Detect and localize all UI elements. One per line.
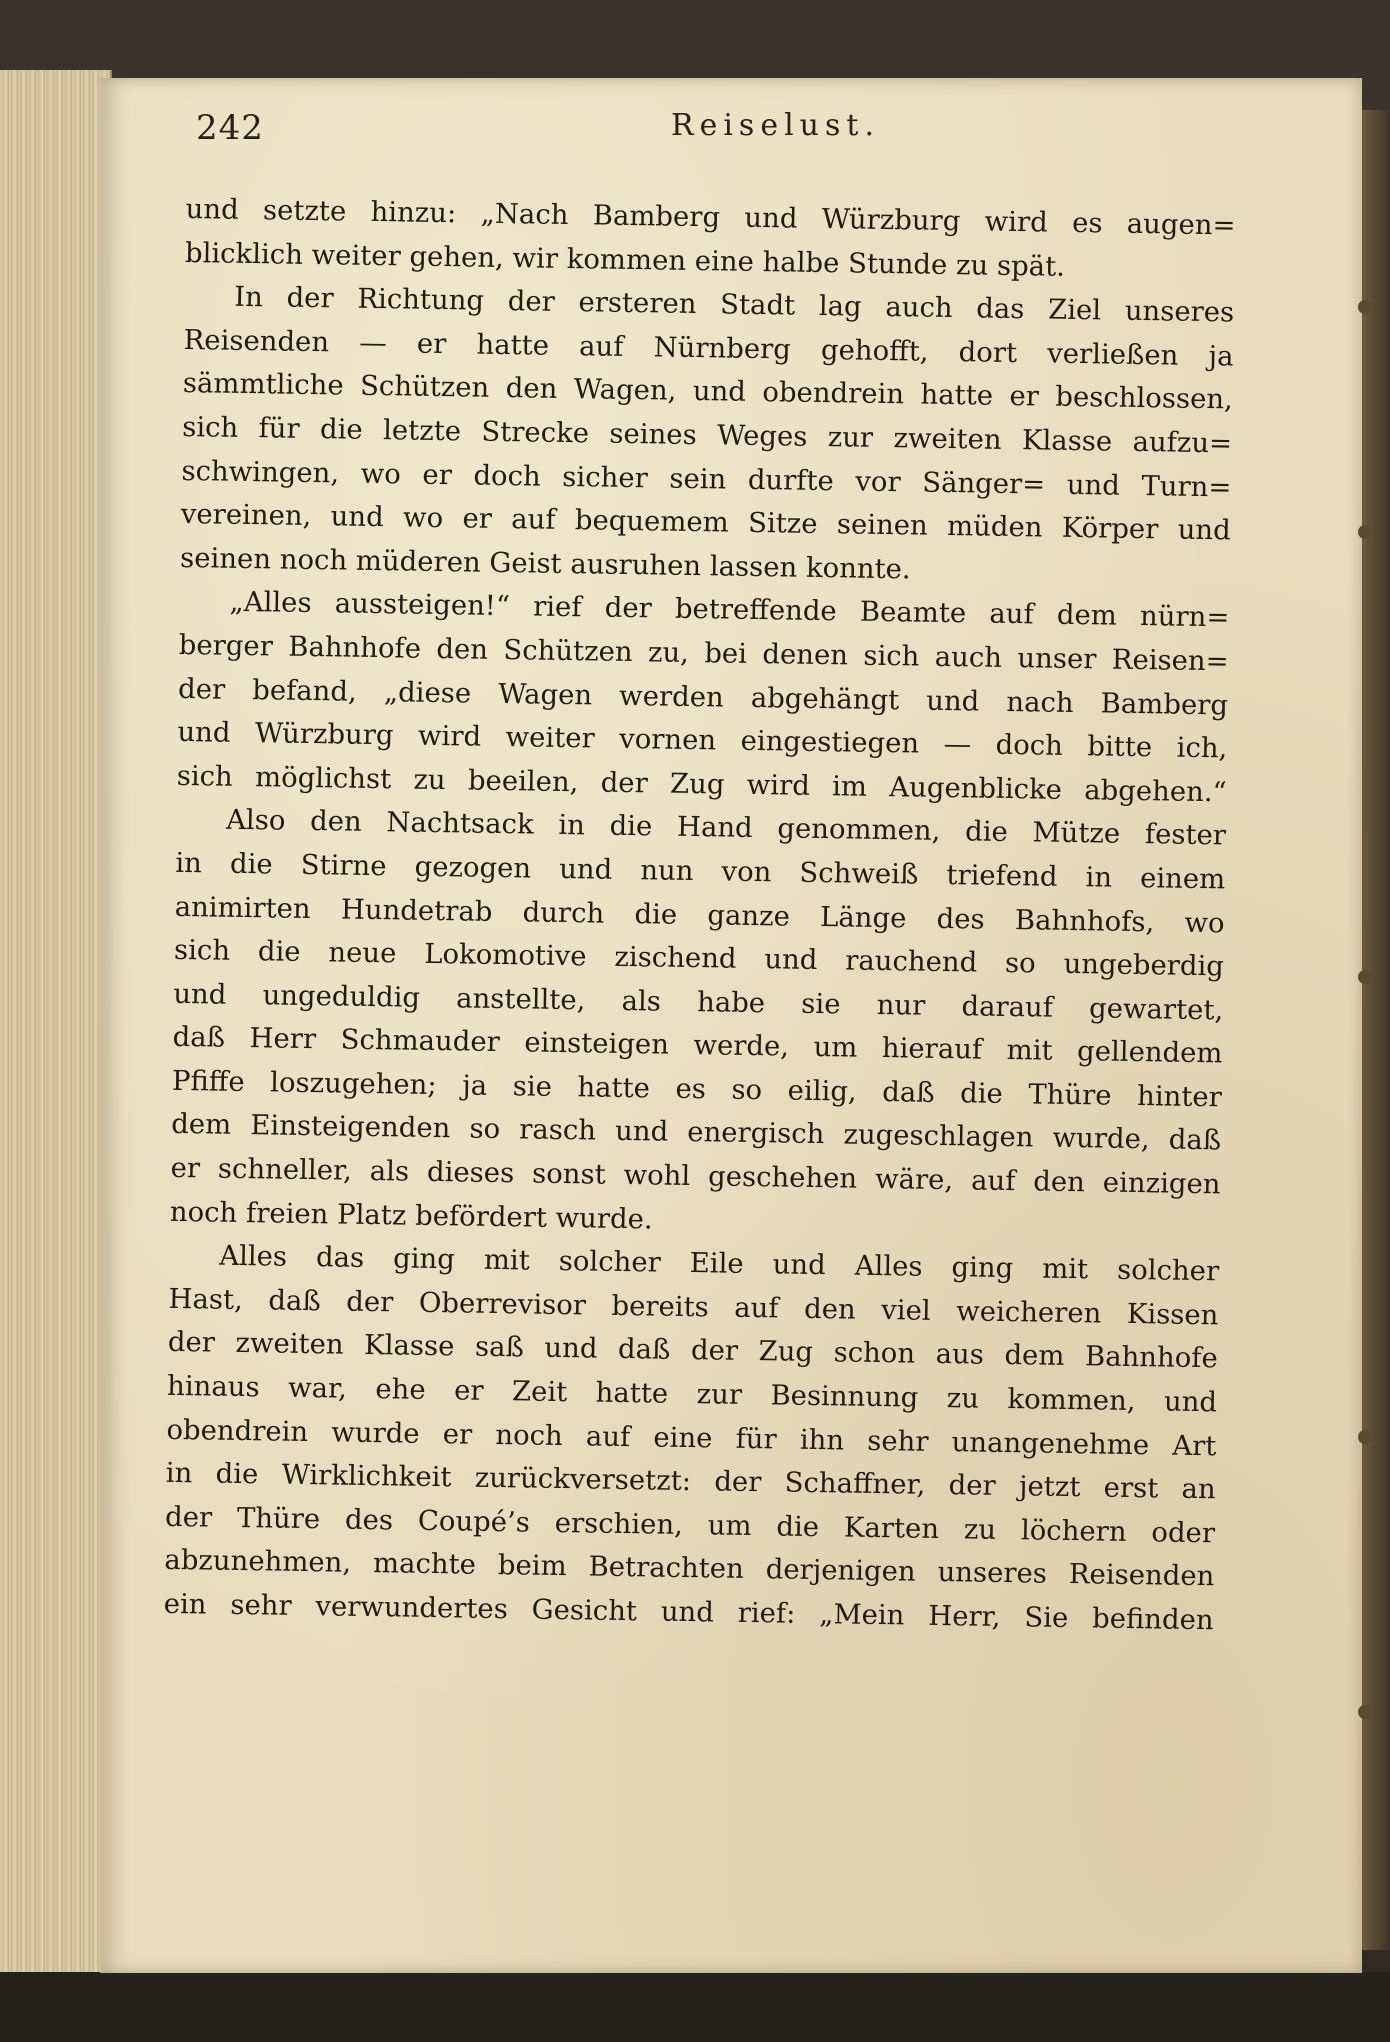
binding-mark: [1358, 300, 1372, 314]
text-line: Alles das ging mit solcher Eile und Alles ging mit solcher: [218, 1239, 1220, 1288]
text-line: blicklich weiter gehen, wir kommen eine halbe Stunde zu spät.: [184, 236, 1066, 283]
text-line: sich für die letzte Strecke seines Weges zur zweiten Klasse aufzu=: [181, 410, 1233, 460]
bottom-shadow: [0, 1972, 1390, 2042]
text-line: obendrein wurde er noch auf eine für ihn sehr unangenehme Art: [166, 1413, 1217, 1462]
text-line: seinen noch müderen Geist ausruhen lassen konnte.: [179, 541, 911, 586]
text-line: dem Einsteigenden so rasch und energisch zugeschlagen wurde, daß: [171, 1108, 1222, 1157]
page-number: 242: [196, 108, 264, 148]
binding-mark: [1358, 970, 1372, 984]
text-line: ein sehr verwundertes Gesicht und rief: „Mein Herr, Sie befinden: [163, 1587, 1214, 1637]
text-line: animirten Hundetrab durch die ganze Länge des Bahnhofs, wo: [174, 890, 1225, 939]
running-head: Reiselust.: [671, 108, 880, 143]
text-line: und ungeduldig anstellte, als habe sie nur darauf gewartet,: [173, 977, 1224, 1027]
text-line: daß Herr Schmauder einsteigen werde, um hierauf mit gellendem: [172, 1021, 1223, 1070]
binding-mark: [1358, 525, 1372, 539]
text-line: sämmtliche Schützen den Wagen, und obendrein hatte er beschlossen,: [182, 367, 1234, 416]
binding-mark: [1358, 1705, 1372, 1719]
text-line: „Alles aussteigen!“ rief der betreffende Beamte auf dem nürn=: [229, 586, 1230, 634]
text-line: Hast, daß der Oberrevisor bereits auf den viel weicheren Kissen: [168, 1282, 1219, 1332]
text-line: noch freien Platz befördert wurde.: [169, 1195, 653, 1236]
text-line: er schneller, als dieses sonst wohl geschehen wäre, auf den einzigen: [170, 1151, 1221, 1201]
text-line: in die Wirklichkeit zurückversetzt: der Schaffner, der jetzt erst an: [165, 1457, 1216, 1506]
text-line: berger Bahnhofe den Schützen zu, bei denen sich auch unser Reisen=: [178, 628, 1229, 678]
text-line: sich die neue Lokomotive zischend und rauchend so ungeberdig: [173, 934, 1225, 983]
body-text: [163, 188, 1235, 1643]
binding-mark: [1358, 1430, 1372, 1444]
text-line: der Thüre des Coupé’s erschien, um die Karten zu löchern oder: [164, 1500, 1216, 1550]
text-line: vereinen, und wo er auf bequemem Sitze seinen müden Körper und: [180, 498, 1231, 547]
text-line: der zweiten Klasse saß und daß der Zug schon aus dem Bahnhofe: [167, 1326, 1218, 1375]
text-line: schwingen, wo er doch sicher sein durfte vor Sänger= und Turn=: [181, 454, 1232, 504]
text-line: und setzte hinzu: „Nach Bamberg und Würzburg wird es augen=: [185, 192, 1236, 242]
text-line: In der Richtung der ersteren Stadt lag auch das Ziel unseres: [234, 280, 1235, 329]
text-line: in die Stirne gezogen und nun von Schweiß triefend in einem: [175, 846, 1226, 896]
book-cover-edge: [1362, 110, 1390, 1950]
text-line: sich möglichst zu beeilen, der Zug wird im Augenblicke abgehen.“: [176, 759, 1227, 809]
text-line: Also den Nachtsack in die Hand genommen, die Mütze fester: [225, 804, 1227, 852]
page-header: [196, 108, 1196, 168]
page-edges: [0, 70, 112, 2042]
text-line: und Würzburg wird weiter vornen eingestiegen — doch bitte ich,: [177, 716, 1228, 765]
text-line: hinaus war, ehe er Zeit hatte zur Besinnung zu kommen, und: [166, 1369, 1218, 1419]
text-line: der befand, „diese Wagen werden abgehängt und nach Bamberg: [177, 672, 1229, 721]
text-line: Reisenden — er hatte auf Nürnberg gehofft, dort verließen ja: [183, 323, 1234, 373]
text-line: abzunehmen, machte beim Betrachten derjenigen unseres Reisenden: [164, 1544, 1215, 1593]
text-line: Pfiffe loszugehen; ja sie hatte es so eilig, daß die Thüre hinter: [171, 1064, 1223, 1114]
